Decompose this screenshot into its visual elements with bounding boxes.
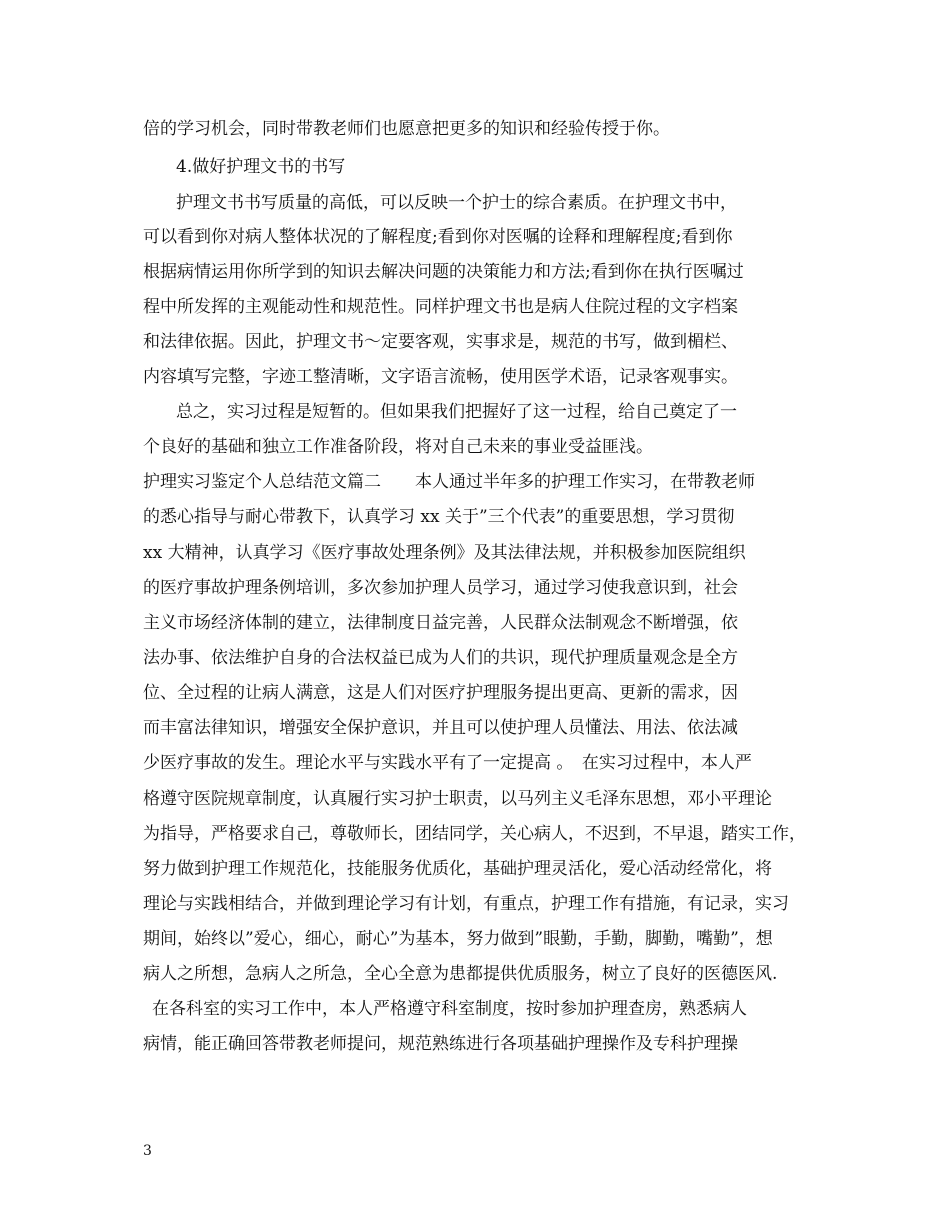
body-text-line: 而丰富法律知识，增强安全保护意识，并且可以使护理人员懂法、用法、依法减 [143,718,738,738]
body-text-line: 个良好的基础和独立工作准备阶段，将对自己未来的事业受益匪浅。 [143,437,653,457]
body-text-line: 护理文书书写质量的高低，可以反映一个护士的综合素质。在护理文书中， [176,193,737,213]
body-text-line: 主义市场经济体制的建立，法律制度日益完善，人民群众法制观念不断增强，依 [143,613,738,633]
body-text-line: 期间，始终以”爱心，细心，耐心”为基本，努力做到”眼勤，手勤，脚勤，嘴勤”，想 [143,929,773,949]
body-text-line: 理论与实践相结合，并做到理论学习有计划，有重点，护理工作有措施，有记录，实习 [143,894,789,914]
body-text-line: 努力做到护理工作规范化，技能服务优质化，基础护理灵活化，爱心活动经常化，将 [143,859,772,879]
body-text-line: 病情，能正确回答带教老师提问，规范熟练进行各项基础护理操作及专科护理操 [143,1034,738,1054]
body-text-line: 程中所发挥的主观能动性和规范性。同样护理文书也是病人住院过程的文字档案 [143,297,738,317]
body-text-line: 根据病情运用你所学到的知识去解决问题的决策能力和方法;看到你在执行医嘱过 [143,262,744,282]
body-text-line: 为指导，严格要求自己，尊敬师长，团结同学，关心病人，不迟到，不早退，踏实工作， [143,824,806,844]
body-text-line: 的医疗事故护理条例培训，多次参加护理人员学习，通过学习使我意识到，社会 [143,578,738,598]
body-text-line: 位、全过程的让病人满意，这是人们对医疗护理服务提出更高、更新的需求，因 [143,683,738,703]
page-number: 3 [143,1143,152,1159]
body-text-line: 倍的学习机会，同时带教老师们也愿意把更多的知识和经验传授于你。 [143,119,670,139]
section-title-line: 护理实习鉴定个人总结范文篇二 本人通过半年多的护理工作实习，在带教老师 [143,472,755,492]
body-text-line: 内容填写完整，字迹工整清晰，文字语言流畅，使用医学术语，记录客观事实。 [143,367,738,387]
body-text-line: xx 大精神，认真学习《医疗事故处理条例》及其法律法规，并积极参加医院组织 [143,543,746,563]
body-text-line: 可以看到你对病人整体状况的了解程度;看到你对医嘱的诠释和理解程度;看到你 [143,227,733,247]
body-text-line: 的悉心指导与耐心带教下，认真学习 xx 关于”三个代表”的重要思想，学习贯彻 [143,507,735,527]
body-text-line: 病人之所想，急病人之所急，全心全意为患都提供优质服务，树立了良好的医德医风. [143,964,778,984]
body-text-line: 在各科室的实习工作中，本人严格遵守科室制度，按时参加护理查房，熟悉病人 [152,999,747,1019]
body-text-line: 和法律依据。因此，护理文书～定要客观，实事求是，规范的书写，做到楣栏、 [143,332,738,352]
body-text-line: 总之，实习过程是短暂的。但如果我们把握好了这一过程，给自己奠定了一 [176,402,737,422]
body-text-line: 法办事、依法维护自身的合法权益已成为人们的共识，现代护理质量观念是全方 [143,648,738,668]
body-text-line: 格遵守医院规章制度，认真履行实习护士职责，以马列主义毛泽东思想，邓小平理论 [143,789,772,809]
section-heading: 4.做好护理文书的书写 [176,157,346,177]
body-text-line: 少医疗事故的发生。理论水平与实践水平有了一定提高 。 在实习过程中，本人严 [143,753,752,773]
